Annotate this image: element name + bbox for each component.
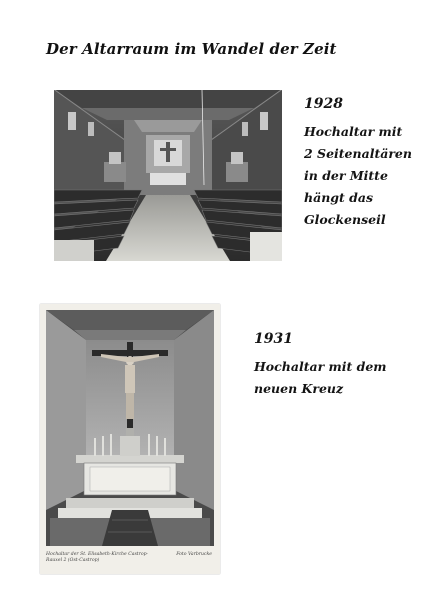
- photo-1928-altar: [54, 90, 282, 261]
- photo-1931-altar: [46, 310, 214, 546]
- caption-line: 2 Seitenaltären: [304, 146, 412, 161]
- caption-1928: [304, 93, 420, 231]
- caption-line: neuen Kreuz: [254, 381, 344, 396]
- caption-1931: [254, 328, 404, 400]
- caption-line: hängt das: [304, 190, 374, 205]
- photo-1931-footer: [46, 550, 214, 570]
- caption-year: 1928: [304, 96, 343, 112]
- caption-line: Hochaltar mit: [304, 124, 403, 139]
- photo-footer-credit: Foto Varbrucke: [176, 552, 212, 557]
- caption-line: Glockenseil: [304, 212, 386, 227]
- caption-line: in der Mitte: [304, 168, 388, 183]
- page-title: Der Altarraum im Wandel der Zeit: [46, 40, 337, 58]
- photo-footer-caption: Hochaltar der St. Elisabeth-Kirche Castrop-Rauxel 2 (Ost-Castrop): [46, 552, 149, 563]
- caption-year: 1931: [254, 331, 293, 347]
- photo-1931-altar-card: [40, 304, 220, 574]
- caption-line: Hochaltar mit dem: [254, 359, 387, 374]
